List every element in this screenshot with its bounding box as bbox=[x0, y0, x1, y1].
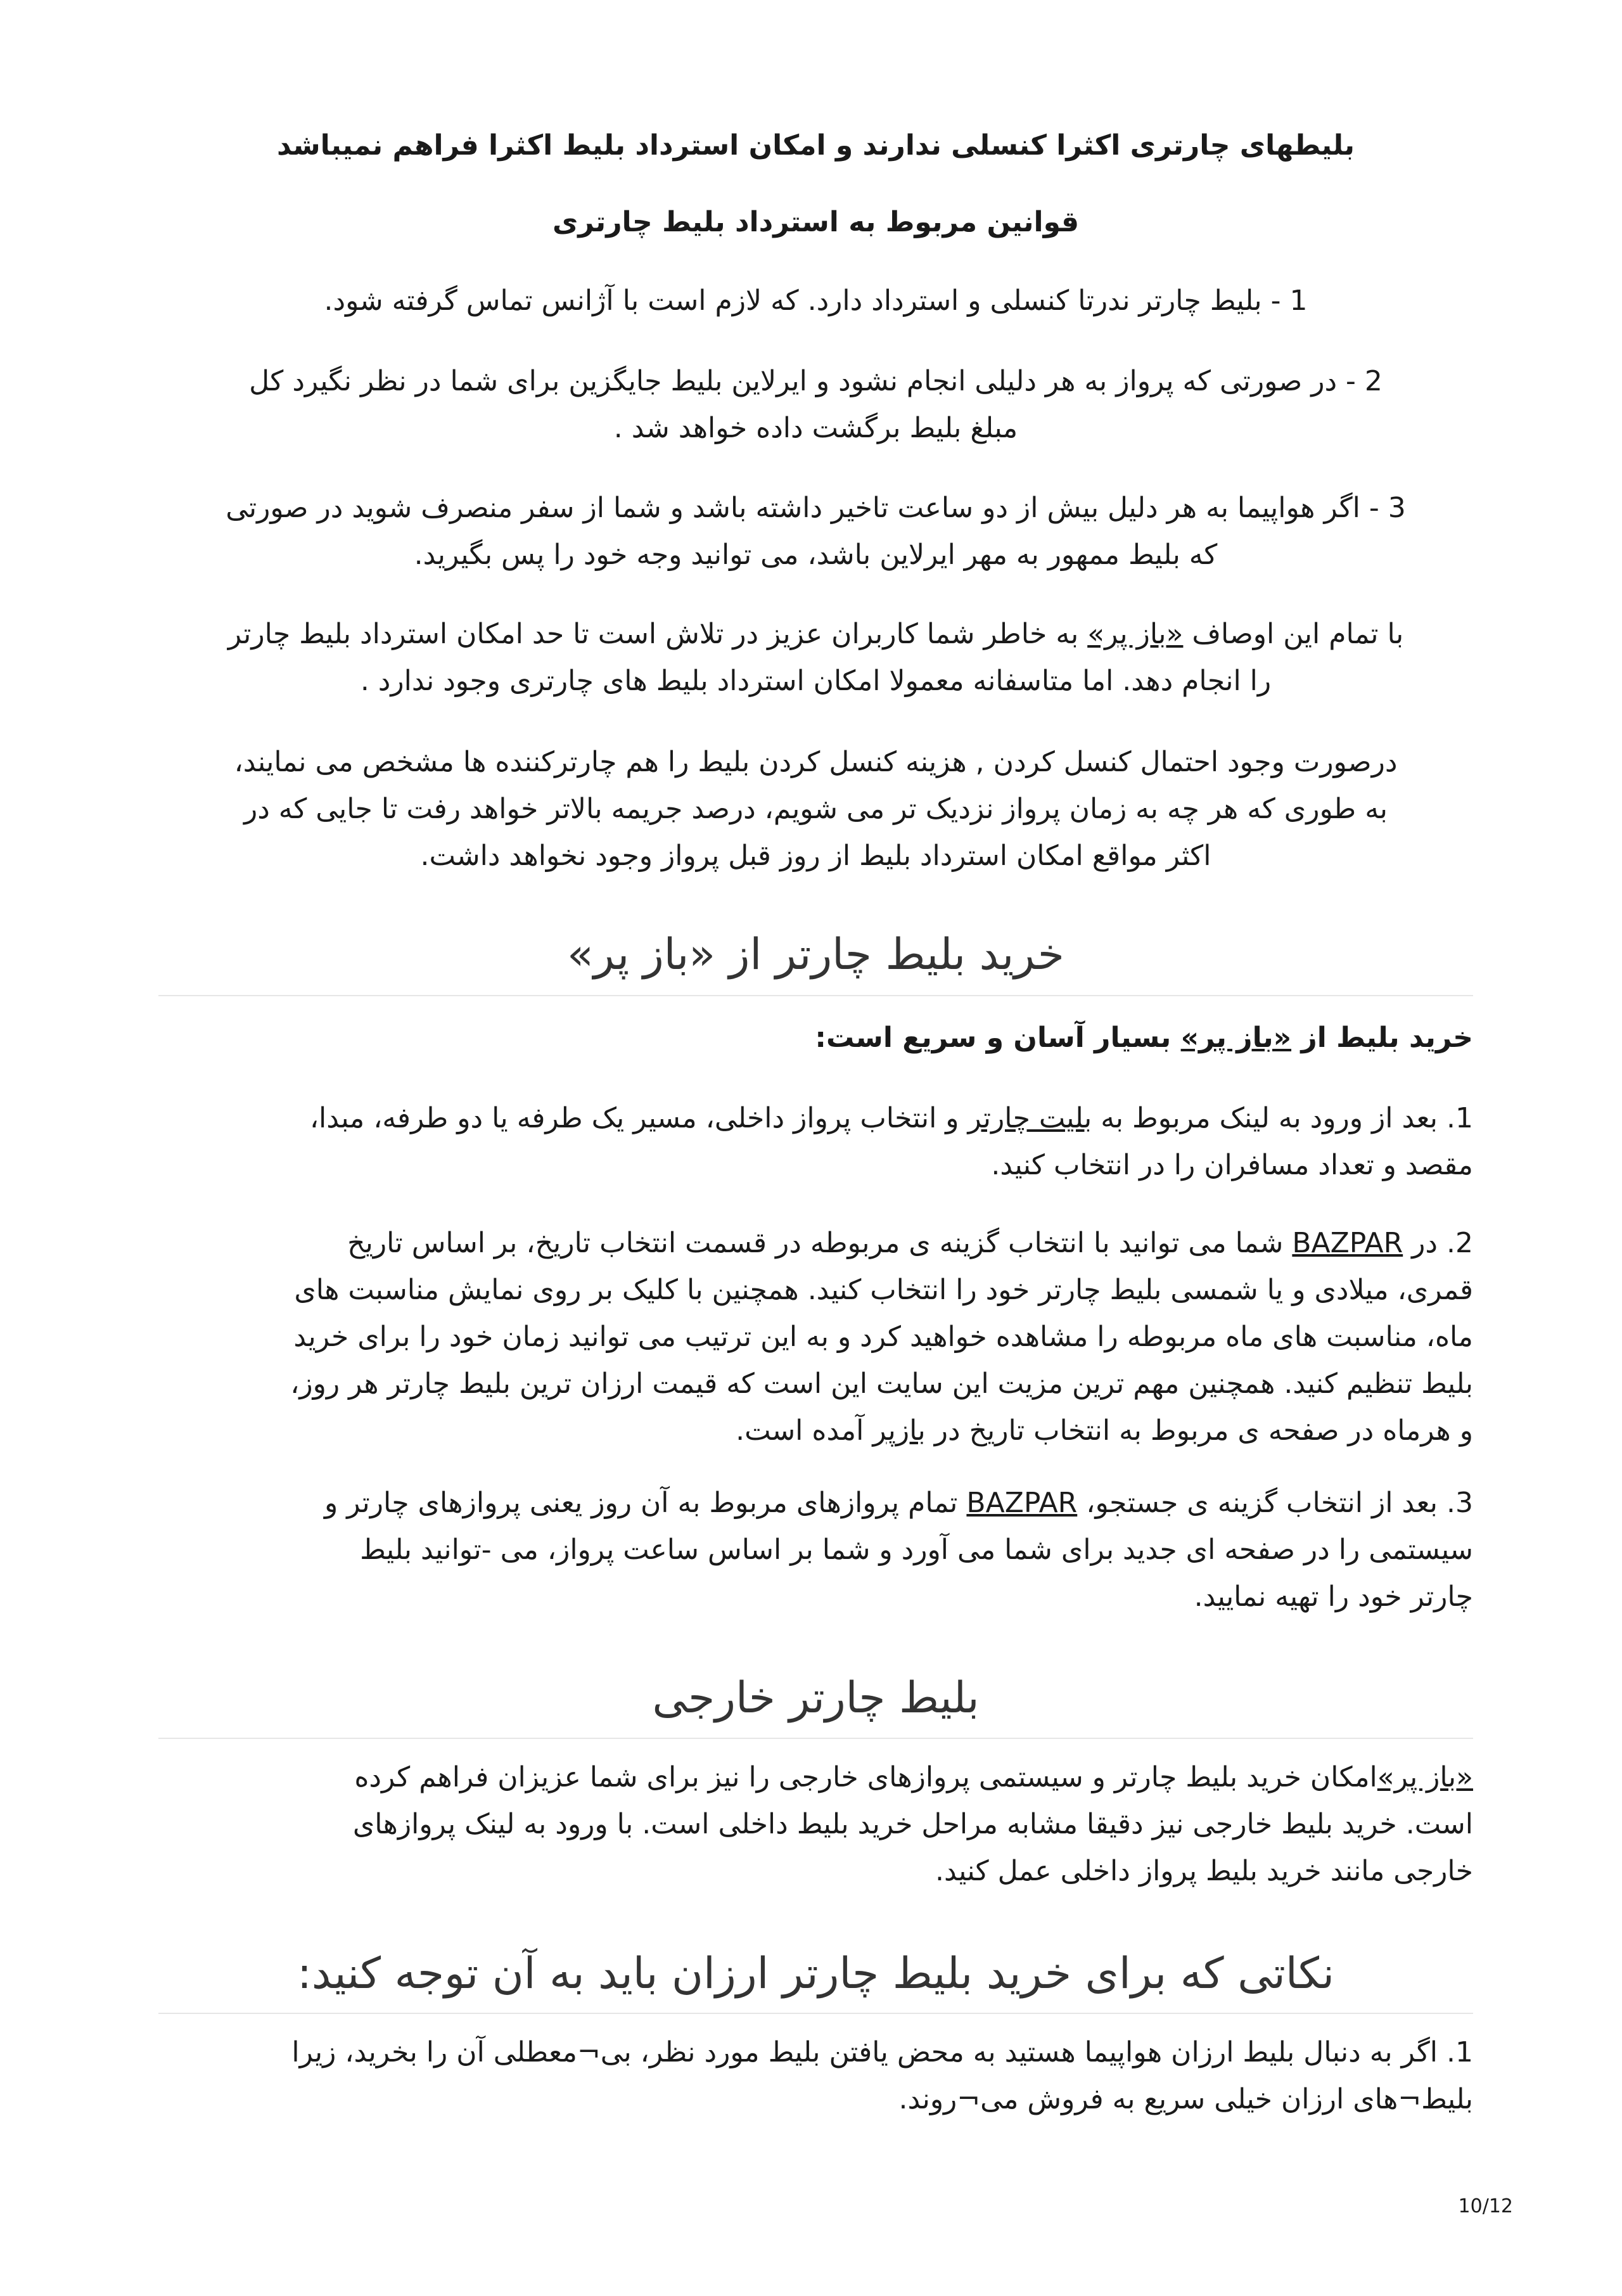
bazpar-fa-link[interactable]: بازپر bbox=[872, 1414, 926, 1447]
bazpar-link-2[interactable]: BAZPAR bbox=[1292, 1227, 1403, 1259]
rule-2-line-2: مبلغ بلیط برگشت داده خواهد شد . bbox=[613, 412, 1018, 444]
cancel-fee-line-1: درصورت وجود احتمال کنسل کردن , هزینه کنسل کردن بلیط را هم چارترکننده ها مشخص می نمایند، bbox=[234, 746, 1398, 778]
bazpar-link[interactable]: «باز پر» bbox=[1087, 618, 1184, 650]
buy-intro-pre: خرید بلیط از bbox=[1291, 1022, 1473, 1054]
page-number: 10/12 bbox=[1458, 2195, 1513, 2217]
step-2-post: شما می توانید با انتخاب گزینه ی مربوطه در قسمت انتخاب تاریخ، بر اساس تاریخ bbox=[347, 1227, 1293, 1259]
step-2-line-5-pre: و هرماه در صفحه ی مربوط به انتخاب تاریخ در bbox=[925, 1414, 1473, 1447]
foreign-line-1-post: امکان خرید بلیط چارتر و سیستمی پروازهای خارجی را نیز برای شما عزیزان فراهم کرده bbox=[354, 1761, 1377, 1793]
rule-3 bbox=[158, 485, 1473, 579]
document-page bbox=[158, 0, 1473, 2296]
step-2-line-3: ماه، مناسبت های ماه مربوطه را مشاهده خواهید کرد و به این ترتیب می توانید زمان خود را برای خرید bbox=[293, 1321, 1473, 1353]
step-2-line-5 bbox=[158, 1408, 1473, 1454]
cancel-fee-line-3: اکثر مواقع امکان استرداد بلیط از روز قبل پرواز وجود نخواهد داشت. bbox=[420, 840, 1211, 872]
step-2-line-4: بلیط تنظیم کنید. همچنین مهم ترین مزیت این سایت این است که قیمت ارزان ترین بلیط چارتر هر روز، bbox=[290, 1368, 1473, 1400]
step-3 bbox=[158, 1480, 1473, 1620]
foreign-paragraph bbox=[158, 1754, 1473, 1895]
buy-charter-divider bbox=[158, 995, 1473, 996]
rule-3-line-1: 3 - اگر هواپیما به هر دلیل بیش از دو ساعت تاخیر داشته باشد و شما از سفر منصرف شوید در صورتی bbox=[226, 492, 1406, 524]
step-2-pre: 2. در bbox=[1403, 1227, 1473, 1259]
rule-1: 1 - بلیط چارتر ندرتا کنسلی و استرداد دارد. که لازم است با آژانس تماس گرفته شود. bbox=[324, 285, 1308, 317]
tip-1 bbox=[158, 2029, 1473, 2123]
step-1-post: و انتخاب پرواز داخلی، مسیر یک طرفه یا دو طرفه، مبدا، bbox=[309, 1102, 968, 1134]
cancel-fee-line-2: به طوری که هر چه به زمان پرواز نزدیک تر می شویم، درصد جریمه بالاتر خواهد رفت تا جایی که در bbox=[243, 793, 1388, 825]
refund-effort-line-1 bbox=[158, 611, 1473, 658]
rule-2-line-1: 2 - در صورتی که پرواز به هر دلیلی انجام نشود و ایرلاین بلیط جایگزین برای شما در نظر نگیرد کل bbox=[249, 365, 1383, 397]
tip-1-line-1: 1. اگر به دنبال بلیط ارزان هواپیما هستید به محض یافتن بلیط مورد نظر، بی¬معطلی آن را بخرید، زیرا bbox=[291, 2036, 1473, 2068]
foreign-line-1 bbox=[158, 1754, 1473, 1801]
step-3-line-2: سیستمی را در صفحه ای جدید برای شما می آورد و شما بر اساس ساعت پرواز، می -توانید بلیط bbox=[360, 1534, 1473, 1566]
rule-2 bbox=[158, 358, 1473, 452]
cheap-tips-divider bbox=[158, 2013, 1473, 2014]
step-3-post: تمام پروازهای مربوط به آن روز یعنی پروازهای چارتر و bbox=[324, 1487, 967, 1519]
step-2-line-2: قمری، میلادی و یا شمسی بلیط چارتر خود را انتخاب کنید. همچنین با کلیک بر روی نمایش مناسبت های bbox=[294, 1274, 1473, 1306]
foreign-line-3: خارجی مانند خرید بلیط پرواز داخلی عمل کنید. bbox=[935, 1855, 1473, 1887]
rule-3-line-2: که بلیط ممهور به مهر ایرلاین باشد، می توانید وجه خود را پس بگیرید. bbox=[414, 539, 1218, 571]
tip-1-line-2: بلیط¬های ارزان خیلی سریع به فروش می¬روند. bbox=[898, 2083, 1473, 2115]
refund-effort-paragraph bbox=[158, 611, 1473, 705]
bazpar-intro-link[interactable]: «باز پر» bbox=[1180, 1022, 1292, 1054]
buy-intro bbox=[158, 1015, 1473, 1061]
step-1-line-2: مقصد و تعداد مسافران را در انتخاب کنید. bbox=[991, 1149, 1473, 1181]
foreign-line-2: است. خرید بلیط خارجی نیز دقیقا مشابه مراحل خرید بلیط داخلی است. با ورود به لینک پروازهای bbox=[352, 1808, 1473, 1840]
refund-effort-text-post: به خاطر شما کاربران عزیز در تلاش است تا حد امکان استرداد بلیط چارتر bbox=[227, 618, 1088, 650]
step-2-line-1 bbox=[158, 1220, 1473, 1267]
cheap-tips-heading: نکاتی که برای خرید بلیط چارتر ارزان باید به آن توجه کنید: bbox=[297, 1949, 1335, 1999]
step-3-line-1 bbox=[158, 1480, 1473, 1527]
step-3-line-3: چارتر خود را تهیه نمایید. bbox=[1194, 1581, 1473, 1613]
step-1 bbox=[158, 1095, 1473, 1189]
refund-effort-text-pre: با تمام این اوصاف bbox=[1183, 618, 1404, 650]
charter-note-title: بلیطهای چارتری اکثرا کنسلی ندارند و امکان استرداد بلیط اکثرا فراهم نمیباشد bbox=[277, 129, 1355, 162]
buy-charter-heading: خرید بلیط چارتر از «باز پر» bbox=[567, 930, 1064, 980]
step-1-pre: 1. بعد از ورود به لینک مربوط به bbox=[1092, 1102, 1473, 1134]
foreign-charter-divider bbox=[158, 1738, 1473, 1739]
step-2 bbox=[158, 1220, 1473, 1454]
step-2-line-5-post: آمده است. bbox=[736, 1414, 873, 1447]
bazpar-link-3[interactable]: BAZPAR bbox=[966, 1487, 1078, 1519]
refund-effort-line-2: را انجام دهد. اما متاسفانه معمولا امکان استرداد بلیط های چارتری وجود ندارد . bbox=[360, 665, 1272, 697]
foreign-charter-heading: بلیط چارتر خارجی bbox=[652, 1673, 980, 1723]
buy-intro-post: بسیار آسان و سریع است: bbox=[815, 1022, 1181, 1054]
charter-ticket-link[interactable]: بلیت چارتر bbox=[967, 1102, 1092, 1134]
refund-rules-title: قوانین مربوط به استرداد بلیط چارتری bbox=[552, 206, 1080, 238]
step-3-pre: 3. بعد از انتخاب گزینه ی جستجو، bbox=[1077, 1487, 1473, 1519]
step-1-line-1 bbox=[158, 1095, 1473, 1142]
cancel-fee-paragraph bbox=[158, 739, 1473, 880]
bazpar-foreign-link[interactable]: «باز پر» bbox=[1377, 1761, 1473, 1793]
